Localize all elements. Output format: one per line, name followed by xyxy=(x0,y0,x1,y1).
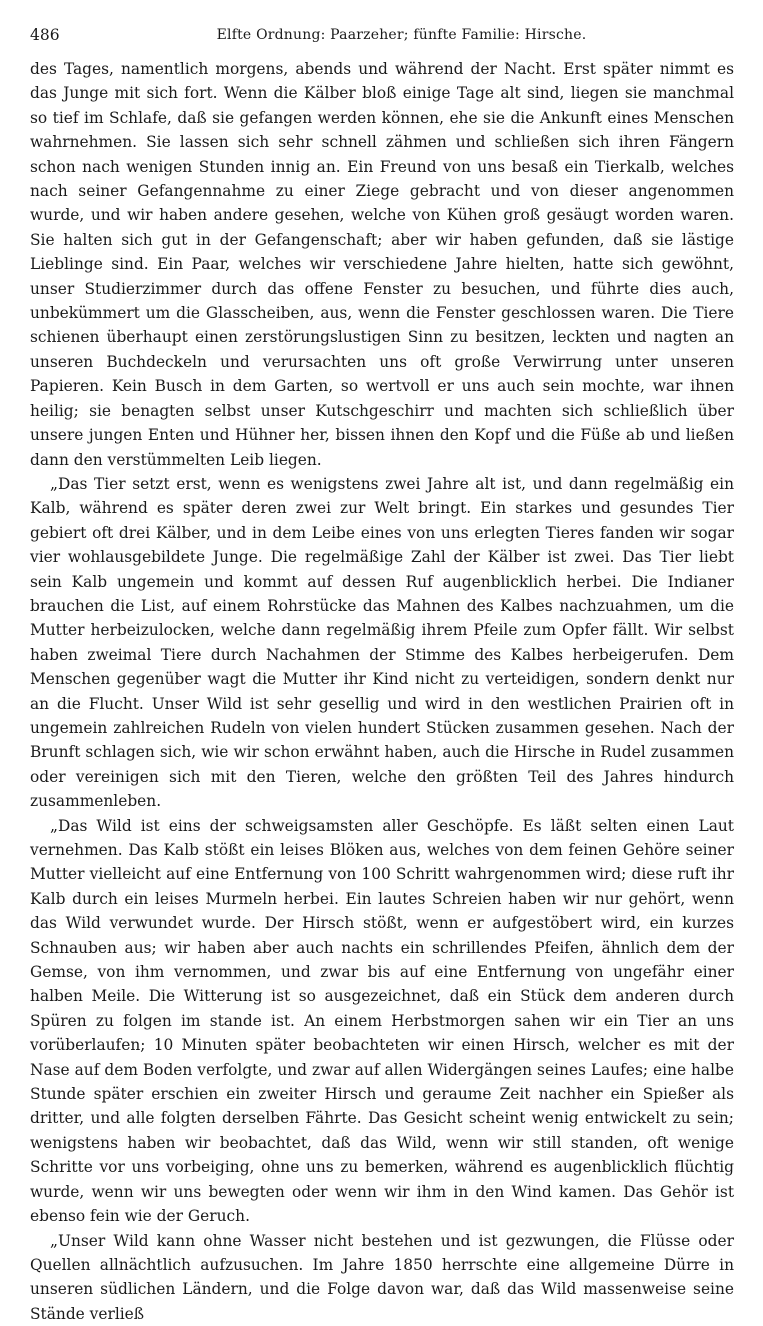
page-header xyxy=(30,22,733,48)
paragraph: „Das Tier setzt erst, wenn es wenigstens zwei Jahre alt ist, und dann regelmäßig ein Kalb, während es später deren zwei zur Welt bringt. Ein starkes und gesundes Tier gebiert oft drei Kälber, und in dem Leibe eines von uns erlegten Tieres fanden wir sogar vier wohlausgebildete Junge. Die regelmäßige Zahl der Kälber ist zwei. Das Tier liebt sein Kalb ungemein und kommt auf dessen Ruf augenblicklich herbei. Die Indianer brauchen die List, auf einem Rohrstücke das Mahnen des Kalbes nachzuahmen, um die Mutter herbeizulocken, welche dann regelmäßig ihrem Pfeile zum Opfer fällt. Wir selbst haben zweimal Tiere durch Nachahmen der Stimme des Kalbes herbeigerufen. Dem Menschen gegenüber wagt die Mutter ihr Kind nicht zu verteidigen, sondern denkt nur an die Flucht. Unser Wild ist sehr gesellig und wird in den westlichen Prairien oft in ungemein zahlreichen Rudeln von vielen hundert Stücken zusammen gesehen. Nach der Brunft schlagen sich, wie wir schon erwähnt haben, auch die Hirsche in Rudel zusammen oder vereinigen sich mit den Tieren, welche den größten Teil des Jahres hindurch zusammenleben. xyxy=(30,472,734,814)
body-text xyxy=(30,57,734,1326)
paragraph: „Unser Wild kann ohne Wasser nicht bestehen und ist gezwungen, die Flüsse oder Quellen allnächtlich aufzusuchen. Im Jahre 1850 herrschte eine allgemeine Dürre in unseren südlichen Ländern, und die Folge davon war, daß das Wild massenweise seine Stände verließ xyxy=(30,1229,734,1326)
paragraph: „Das Wild ist eins der schweigsamsten aller Geschöpfe. Es läßt selten einen Laut vernehmen. Das Kalb stößt ein leises Blöken aus, welches von dem feinen Gehöre seiner Mutter vielleicht auf eine Entfernung von 100 Schritt wahrgenommen wird; diese ruft ihr Kalb durch ein leises Murmeln herbei. Ein lautes Schreien haben wir nur gehört, wenn das Wild verwundet wurde. Der Hirsch stößt, wenn er aufgestöbert wird, ein kurzes Schnauben aus; wir haben aber auch nachts ein schrillendes Pfeifen, ähnlich dem der Gemse, von ihm vernommen, und zwar bis auf eine Entfernung von ungefähr einer halben Meile. Die Witterung ist so ausgezeichnet, daß ein Stück dem anderen durch Spüren zu folgen im stande ist. An einem Herbstmorgen sahen wir ein Tier an uns vorüberlaufen; 10 Minuten später beobachteten wir einen Hirsch, welcher es mit der Nase auf dem Boden verfolgte, und zwar auf allen Widergängen seines Laufes; eine halbe Stunde später erschien ein zweiter Hirsch und geraume Zeit nachher ein Spießer als dritter, und alle folgten derselben Fährte. Das Gesicht scheint wenig entwickelt zu sein; wenigstens haben wir beobachtet, daß das Wild, wenn wir still standen, oft wenige Schritte vor uns vorbeiging, ohne uns zu bemerken, während es augenblicklich flüchtig wurde, wenn wir uns bewegten oder wenn wir ihm in den Wind kamen. Das Gehör ist ebenso fein wie der Geruch. xyxy=(30,814,734,1229)
page-number: 486 xyxy=(30,22,60,48)
running-title: Elfte Ordnung: Paarzeher; fünfte Familie: Hirsche. xyxy=(70,22,733,48)
paragraph-continued: des Tages, namentlich morgens, abends und während der Nacht. Erst später nimmt es das Junge mit sich fort. Wenn die Kälber bloß einige Tage alt sind, liegen sie manchmal so tief im Schlafe, daß sie gefangen werden können, ehe sie die Ankunft eines Menschen wahrnehmen. Sie lassen sich sehr schnell zähmen und schließen sich ihren Fängern schon nach wenigen Stunden innig an. Ein Freund von uns besaß ein Tierkalb, welches nach seiner Gefangennahme zu einer Ziege gebracht und von dieser angenommen wurde, und wir haben andere gesehen, welche von Kühen groß gesäugt worden waren. Sie halten sich gut in der Gefangenschaft; aber wir haben gefunden, daß sie lästige Lieblinge sind. Ein Paar, welches wir verschiedene Jahre hielten, hatte sich gewöhnt, unser Studierzimmer durch das offene Fenster zu besuchen, und führte dies auch, unbekümmert um die Glasscheiben, aus, wenn die Fenster geschlossen waren. Die Tiere schienen überhaupt einen zerstörungslustigen Sinn zu besitzen, leckten und nagten an unseren Buchdeckeln und verursachten uns oft große Verwirrung unter unseren Papieren. Kein Busch in dem Garten, so wertvoll er uns auch sein mochte, war ihnen heilig; sie benagten selbst unser Kutschgeschirr und machten sich schließlich über unsere jungen Enten und Hühner her, bissen ihnen den Kopf und die Füße ab und ließen dann den verstümmelten Leib liegen. xyxy=(30,57,734,472)
